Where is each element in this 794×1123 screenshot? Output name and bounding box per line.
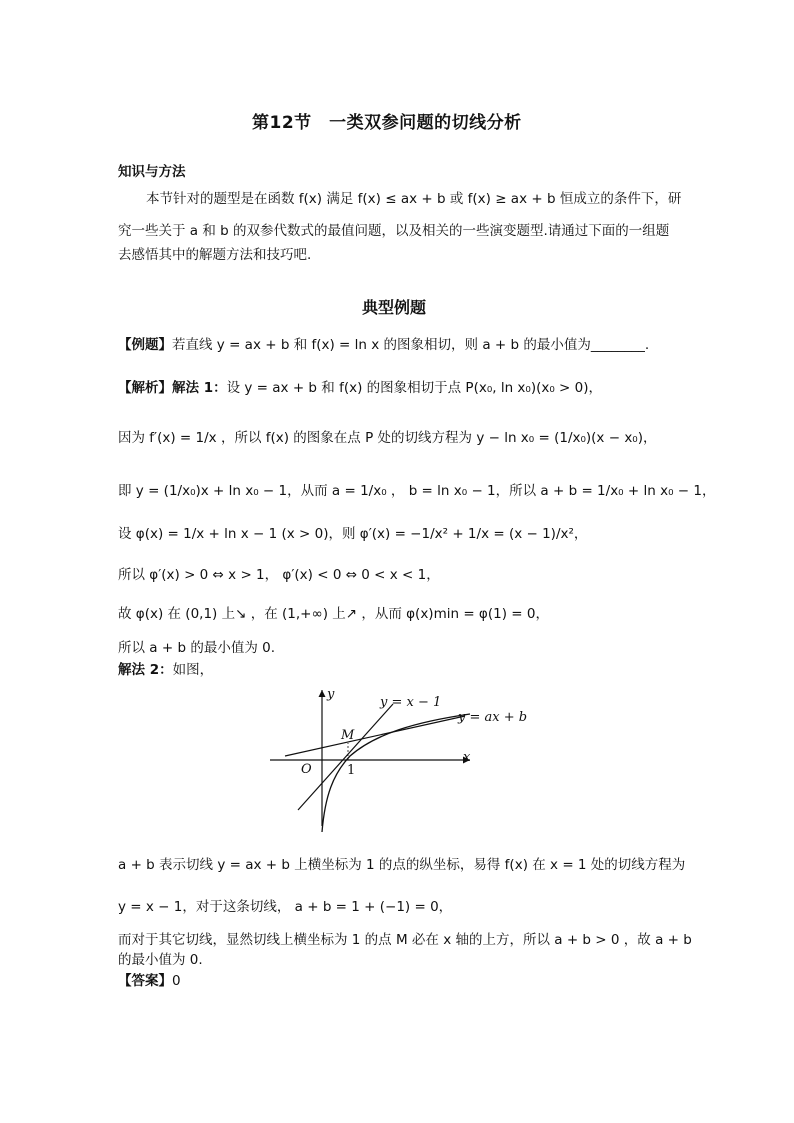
- solution-line-7: 所以 a + b 的最小值为 0.: [118, 640, 275, 656]
- solution-line-2: 因为 f′(x) = 1/x ，所以 f(x) 的图象在点 P 处的切线方程为 y − ln x₀ = (1/x₀)(x − x₀)，: [118, 430, 657, 446]
- solution-line-11: 的最小值为 0.: [118, 952, 203, 968]
- solution-text-1: 设 y = ax + b 和 f(x) 的图象相切于点 P(x₀, ln x₀)(x₀ > 0)，: [226, 380, 603, 396]
- method2-text: 如图，: [172, 662, 214, 678]
- method2-line: [118, 660, 213, 680]
- tangent-line-ax-plus-b: [285, 716, 465, 756]
- tangent-line-x-minus-1: [298, 704, 393, 810]
- point-M-label: M: [341, 728, 355, 743]
- section-heading-knowledge: 知识与方法: [118, 164, 186, 180]
- axis-label-x: x: [463, 750, 471, 765]
- solution-line-1: [118, 378, 602, 398]
- line-label-x-minus-1: y = x − 1: [380, 695, 442, 710]
- page-title: 第12节 一类双参问题的切线分析: [252, 113, 522, 133]
- example-statement: [118, 335, 649, 355]
- example-label: 【例题】: [118, 337, 172, 353]
- solution-line-10: 而对于其它切线，显然切线上横坐标为 1 的点 M 必在 x 轴的上方，所以 a + b > 0 ，故 a + b: [118, 932, 692, 948]
- section-heading-examples: 典型例题: [362, 298, 427, 317]
- example-text: 若直线 y = ax + b 和 f(x) = ln x 的图象相切，则 a + b 的最小值为________.: [172, 337, 650, 353]
- solution-line-6: 故 φ(x) 在 (0,1) 上↘ ，在 (1,+∞) 上↗ ，从而 φ(x)min = φ(1) = 0，: [118, 606, 549, 622]
- line-label-ax-plus-b: y = ax + b: [458, 710, 528, 725]
- intro-paragraph-line-3: 去感悟其中的解题方法和技巧吧.: [118, 247, 312, 263]
- intro-paragraph-line-2: 究一些关于 a 和 b 的双参代数式的最值问题，以及相关的一些演变题型.请通过下面的一组题: [118, 223, 670, 239]
- solution-line-3: 即 y = (1/x₀)x + ln x₀ − 1，从而 a = 1/x₀ ， b = ln x₀ − 1，所以 a + b = 1/x₀ + ln x₀ − 1，: [118, 483, 716, 499]
- solution-label: 【解析】: [118, 380, 172, 396]
- method2-label: 解法 2：: [118, 662, 173, 678]
- answer-label: 【答案】: [118, 973, 172, 989]
- tick-label-1: 1: [347, 763, 356, 778]
- intro-paragraph-line-1: 本节针对的题型是在函数 f(x) 满足 f(x) ≤ ax + b 或 f(x) ≥ ax + b 恒成立的条件下，研: [146, 191, 682, 207]
- solution-line-8: a + b 表示切线 y = ax + b 上横坐标为 1 的点的纵坐标，易得 f(x) 在 x = 1 处的切线方程为: [118, 857, 686, 873]
- solution-line-5: 所以 φ′(x) > 0 ⇔ x > 1， φ′(x) < 0 ⇔ 0 < x < 1，: [118, 567, 440, 583]
- answer-value: 0: [172, 973, 181, 989]
- axis-label-y: y: [327, 687, 335, 702]
- solution-line-9: y = x − 1，对于这条切线， a + b = 1 + (−1) = 0，: [118, 899, 453, 915]
- solution-line-4: 设 φ(x) = 1/x + ln x − 1 (x > 0)，则 φ′(x) = −1/x² + 1/x = (x − 1)/x²，: [118, 526, 588, 542]
- method1-label: 解法 1：: [172, 380, 227, 396]
- answer-line: [118, 971, 181, 991]
- tangent-figure: [265, 686, 530, 836]
- origin-label: O: [301, 762, 312, 777]
